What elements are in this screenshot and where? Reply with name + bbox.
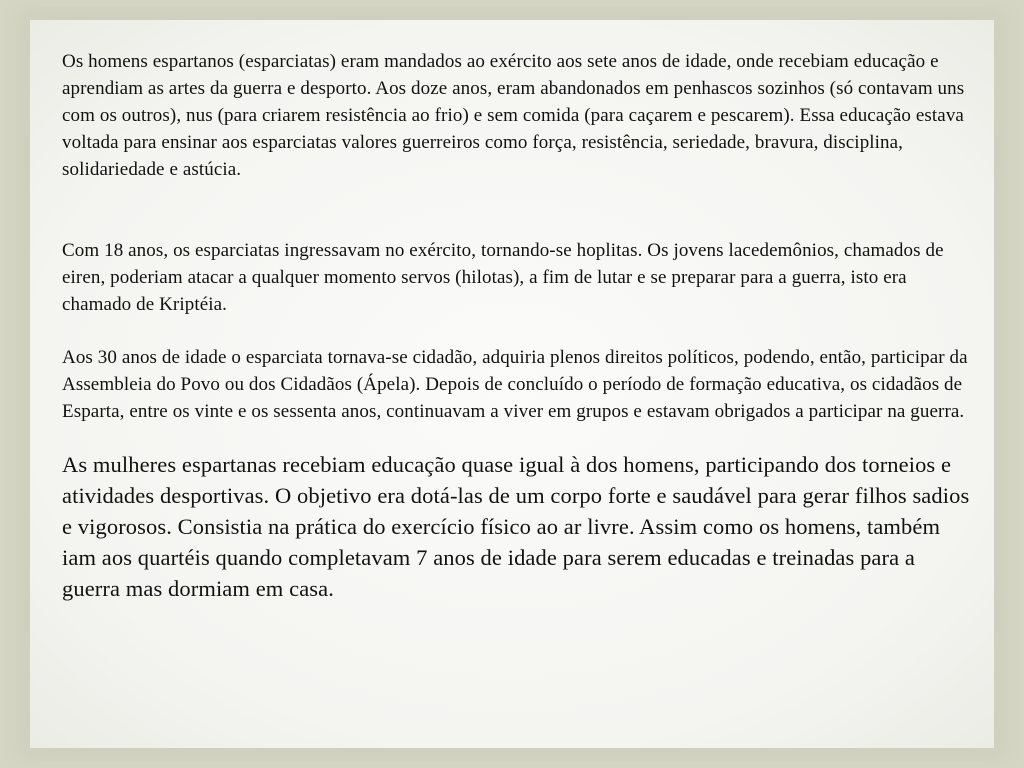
slide-canvas [30, 20, 994, 748]
paragraph-hoplites: Com 18 anos, os esparciatas ingressavam no exército, tornando-se hoplitas. Os jovens lacedemônios, chamados de eiren, poderiam atacar a qualquer momento servos (hilotas), a fim de lutar e se preparar para a guerra, isto era chamado de Kriptéia. [62, 240, 944, 315]
text-body [62, 48, 972, 604]
paragraph-citizenship: Aos 30 anos de idade o esparciata tornava-se cidadão, adquiria plenos direitos políticos, podendo, então, participar da Assembleia do Povo ou dos Cidadãos (Ápela). Depois de concluído o período de formação educativa, os cidadãos de Esparta, entre os vinte e os sessenta anos, continuavam a viver em grupos e estavam obrigados a participar na guerra. [62, 347, 968, 422]
paragraph-spartan-men-education: Os homens espartanos (esparciatas) eram mandados ao exército aos sete anos de idade, onde recebiam educação e aprendiam as artes da guerra e desporto. Aos doze anos, eram abandonados em penhascos sozinhos (só contavam uns com os outros), nus (para criarem resistência ao frio) e sem comida (para caçarem e pescarem). Essa educação estava voltada para ensinar aos esparciatas valores guerreiros como força, resistência, seriedade, bravura, disciplina, solidariedade e astúcia. [62, 51, 965, 180]
paragraph-spartan-women: As mulheres espartanas recebiam educação quase igual à dos homens, participando dos torneios e atividades desportivas. O objetivo era dotá-las de um corpo forte e saudável para gerar filhos sadios e vigorosos. Consistia na prática do exercício físico ao ar livre. Assim como os homens, também iam aos quartéis quando completavam 7 anos de idade para serem educadas e treinadas para a guerra mas dormiam em casa. [62, 452, 970, 601]
